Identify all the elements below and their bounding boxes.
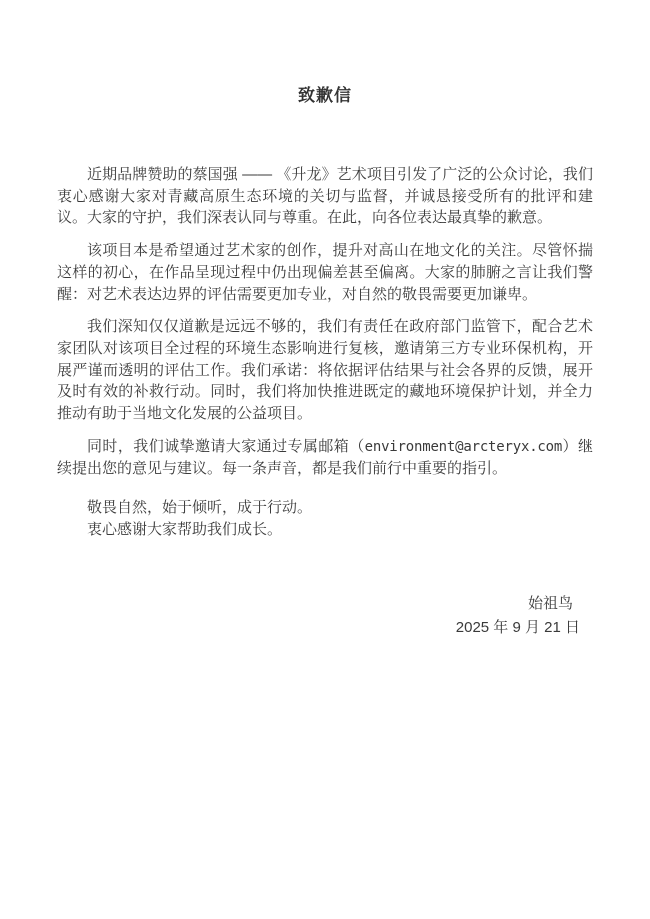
closing-block [57,497,593,540]
letter-paragraph-3: 我们深知仅仅道歉是远远不够的，我们有责任在政府部门监管下，配合艺术家团队对该项目全过程的环境生态影响进行复核，邀请第三方专业环保机构，开展严谨而透明的评估工作。我们承诺：将依据评估结果与社会各界的反馈，展开及时有效的补救行动。同时，我们将加快推进既定的藏地环境保护计划，并全力推动有助于当地文化发展的公益项目。 [57,318,593,423]
contact-text-after-email: ）继续提出您的意见与建议。每一条声音，都是我们前行中重要的指引。 [57,437,593,478]
letter-paragraph-contact [57,436,593,480]
contact-email: environment@arcteryx.com [364,438,563,455]
letter-paragraph-1: 近期品牌赞助的蔡国强 —— 《升龙》艺术项目引发了广泛的公众讨论，我们衷心感谢大家对青藏高原生态环境的关切与监督，并诚恳接受所有的批评和建议。大家的守护，我们深表认同与尊重。在此，向各位表达最真挚的歉意。 [57,166,593,227]
signature-date: 2025 年 9 月 21 日 [455,618,580,636]
signature-block [57,592,593,640]
letter-body [57,164,593,640]
contact-text-before-email: 同时，我们诚挚邀请大家通过专属邮箱（ [87,437,365,455]
closing-line-1: 敬畏自然，始于倾听，成于行动。 [87,499,313,517]
closing-line-2: 衷心感谢大家帮助我们成长。 [87,520,283,538]
signature-name: 始祖鸟 [527,594,573,612]
letter-title: 致歉信 [298,86,352,105]
letter-paragraph-2: 该项目本是希望通过艺术家的创作，提升对高山在地文化的关注。尽管怀揣这样的初心，在作品呈现过程中仍出现偏差甚至偏离。大家的肺腑之言让我们警醒：对艺术表达边界的评估需要更加专业，对自然的敬畏需要更加谦卑。 [57,242,593,303]
